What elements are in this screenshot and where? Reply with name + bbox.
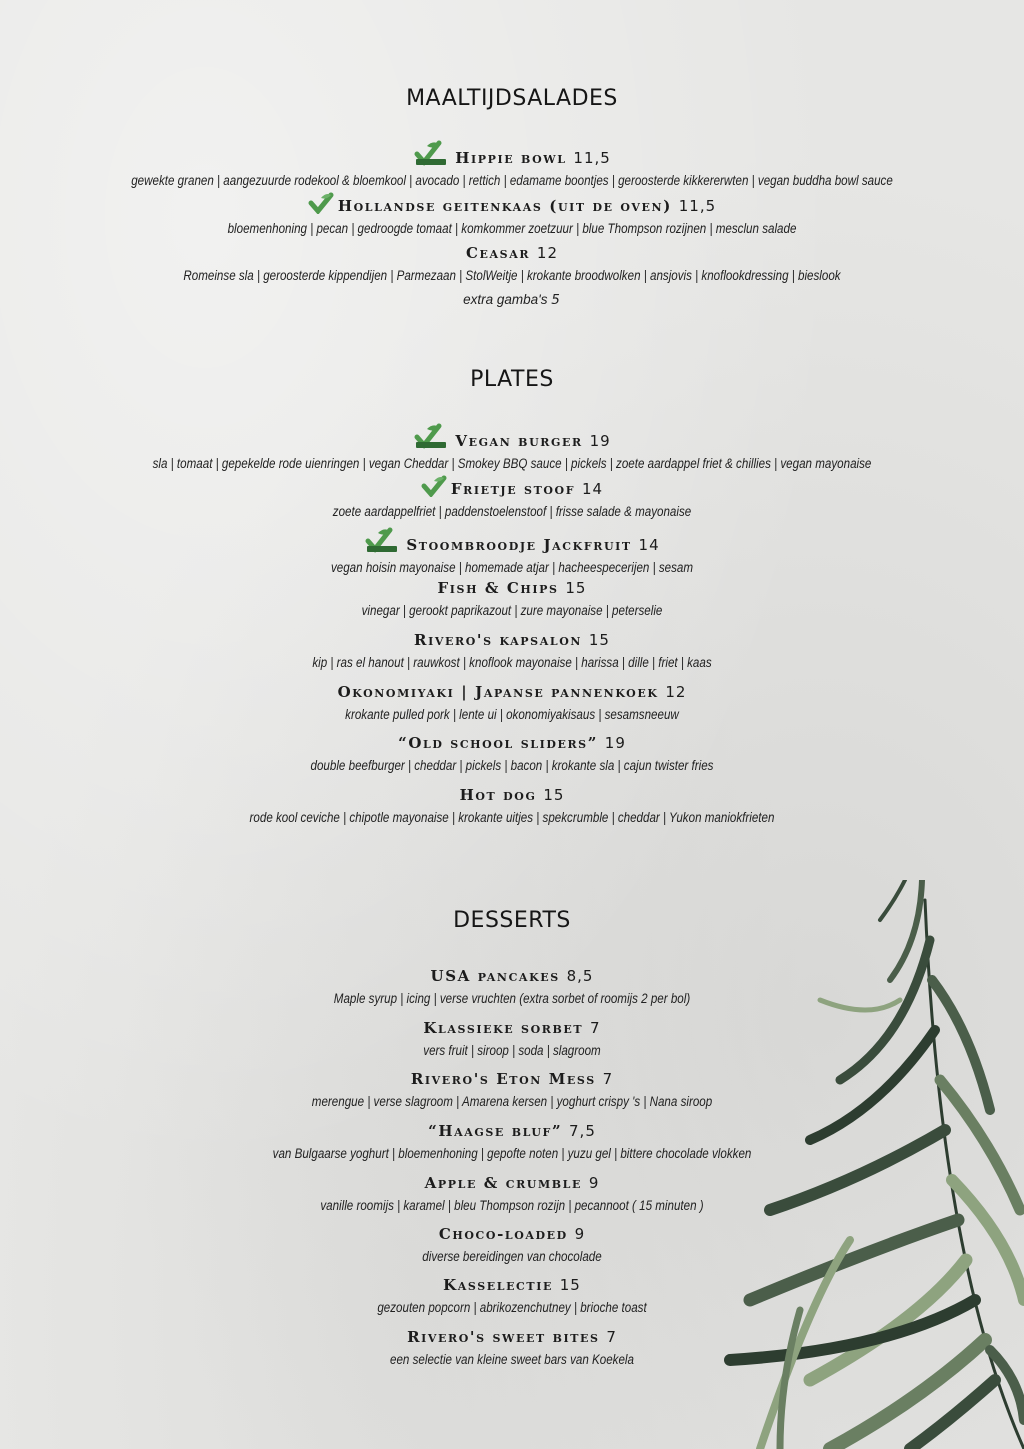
item-price: 7 <box>602 1070 614 1088</box>
item-description: vers fruit | siroop | soda | slagroom <box>423 1043 601 1058</box>
item-price: 19 <box>604 734 626 752</box>
item-name: Rivero's kapsalon <box>414 631 583 649</box>
extra-label: extra gamba's <box>463 292 548 307</box>
item-price: 14 <box>581 480 604 498</box>
item-description: Maple syrup | icing | verse vruchten (extra sorbet of roomijs 2 per bol) <box>333 991 691 1006</box>
menu-item-stoombroodje-jackfruit <box>0 527 1024 577</box>
item-description: vinegar | gerookt paprikazout | zure mayonaise | peterselie <box>361 603 663 618</box>
vegan-icon <box>413 423 451 449</box>
section-title-plates: PLATES <box>470 367 554 392</box>
item-name: Vegan burger <box>455 432 583 450</box>
menu-item-hippie-bowl <box>0 140 1024 190</box>
item-price: 12 <box>665 683 687 701</box>
item-price: 15 <box>543 786 565 804</box>
item-name: Apple & crumble <box>424 1174 582 1192</box>
item-description: vegan hoisin mayonaise | homemade atjar | hacheespecerijen | sesam <box>330 560 694 575</box>
item-description: bloemenhoning | pecan | gedroogde tomaat | komkommer zoetzuur | blue Thompson rozijnen | mesclun salade <box>227 221 797 236</box>
item-name: Frietje stoof <box>450 480 576 498</box>
item-description: kip | ras el hanout | rauwkost | knoflook mayonaise | harissa | dille | friet | kaas <box>312 655 712 670</box>
item-description: krokante pulled pork | lente ui | okonomiyakisaus | sesamsneeuw <box>345 707 679 722</box>
item-description: sla | tomaat | gepekelde rode uienringen | vegan Cheddar | Smokey BBQ sauce | pickels | zoete aardappel friet & chillies | vegan mayonaise <box>152 456 872 471</box>
item-price: 15 <box>588 631 610 649</box>
item-description: een selectie van kleine sweet bars van Koekela <box>390 1352 634 1367</box>
menu-item-vegan-burger <box>0 423 1024 473</box>
item-price: 9 <box>588 1174 600 1192</box>
item-price: 11,5 <box>573 149 611 167</box>
menu-item-okonomiyaki <box>0 682 1024 724</box>
menu-item-hollandse-geitenkaas <box>0 192 1024 238</box>
menu-item-riveros-kapsalon <box>0 630 1024 672</box>
item-name: Choco-loaded <box>438 1225 568 1243</box>
vegetarian-icon <box>308 192 334 214</box>
item-price: 7,5 <box>569 1122 596 1140</box>
item-description: gezouten popcorn | abrikozenchutney | brioche toast <box>377 1300 647 1315</box>
item-price: 7 <box>590 1019 601 1037</box>
item-name: Klassieke sorbet <box>423 1019 584 1037</box>
item-name: USA pancakes <box>430 967 560 985</box>
item-description: diverse bereidingen van chocolade <box>422 1249 602 1264</box>
item-description: Romeinse sla | geroosterde kippendijen | Parmezaan | StolWeitje | krokante broodwolken | ansjovis | knoflookdressing | bieslook <box>183 268 841 283</box>
item-name: Ceasar <box>466 244 531 262</box>
item-price: 12 <box>536 244 558 262</box>
item-price: 19 <box>589 432 611 450</box>
item-name: “Old school sliders” <box>398 734 598 752</box>
menu-item-fish-chips <box>0 578 1024 620</box>
item-description: vanille roomijs | karamel | bleu Thompson rozijn | pecannoot ( 15 minuten ) <box>320 1198 704 1213</box>
item-name: Stoombroodje Jackfruit <box>406 536 632 554</box>
item-name: Kasselectie <box>443 1276 553 1294</box>
item-description: van Bulgaarse yoghurt | bloemenhoning | gepofte noten | yuzu gel | bittere chocolade vlokken <box>272 1146 752 1161</box>
item-name: Fish & Chips <box>437 579 559 597</box>
menu-item-ceasar <box>0 243 1024 309</box>
item-price: 11,5 <box>678 197 717 215</box>
palm-leaf-decoration <box>690 880 1024 1449</box>
vegetarian-icon <box>421 475 447 497</box>
section-title-salads: MAALTIJDSALADES <box>406 86 618 111</box>
item-description: zoete aardappelfriet | paddenstoelenstoof | frisse salade & mayonaise <box>332 504 692 519</box>
menu-item-hot-dog <box>0 785 1024 827</box>
item-extra <box>0 291 1024 309</box>
item-description: double beefburger | cheddar | pickels | bacon | krokante sla | cajun twister fries <box>310 758 714 773</box>
extra-price: 5 <box>551 292 561 308</box>
item-name: Hot dog <box>459 786 537 804</box>
item-price: 7 <box>606 1328 617 1346</box>
item-price: 8,5 <box>566 967 594 985</box>
item-description: rode kool ceviche | chipotle mayonaise | krokante uitjes | spekcrumble | cheddar | Yukon maniokfrieten <box>249 810 775 825</box>
item-name: Rivero's Eton Mess <box>410 1070 596 1088</box>
item-price: 15 <box>565 579 587 597</box>
item-name: Rivero's sweet bites <box>407 1328 600 1346</box>
item-price: 15 <box>559 1276 581 1294</box>
section-title-desserts: DESSERTS <box>453 908 571 933</box>
item-name: Hippie bowl <box>455 149 567 167</box>
item-price: 14 <box>638 536 660 554</box>
item-description: gewekte granen | aangezuurde rodekool & bloemkool | avocado | rettich | edamame boontjes | geroosterde kikkererwten | vegan buddha bowl sauce <box>131 173 893 188</box>
item-name: Hollandse geitenkaas (uit de oven) <box>337 197 672 215</box>
menu-item-frietje-stoof <box>0 475 1024 521</box>
item-name: “Haagse bluf” <box>428 1122 563 1140</box>
item-name: Okonomiyaki | Japanse pannenkoek <box>337 683 659 701</box>
vegan-icon <box>364 527 402 553</box>
menu-item-old-school-sliders <box>0 733 1024 775</box>
vegan-icon <box>413 140 451 166</box>
item-price: 9 <box>574 1225 586 1243</box>
item-description: merengue | verse slagroom | Amarena kersen | yoghurt crispy 's | Nana siroop <box>311 1094 713 1109</box>
